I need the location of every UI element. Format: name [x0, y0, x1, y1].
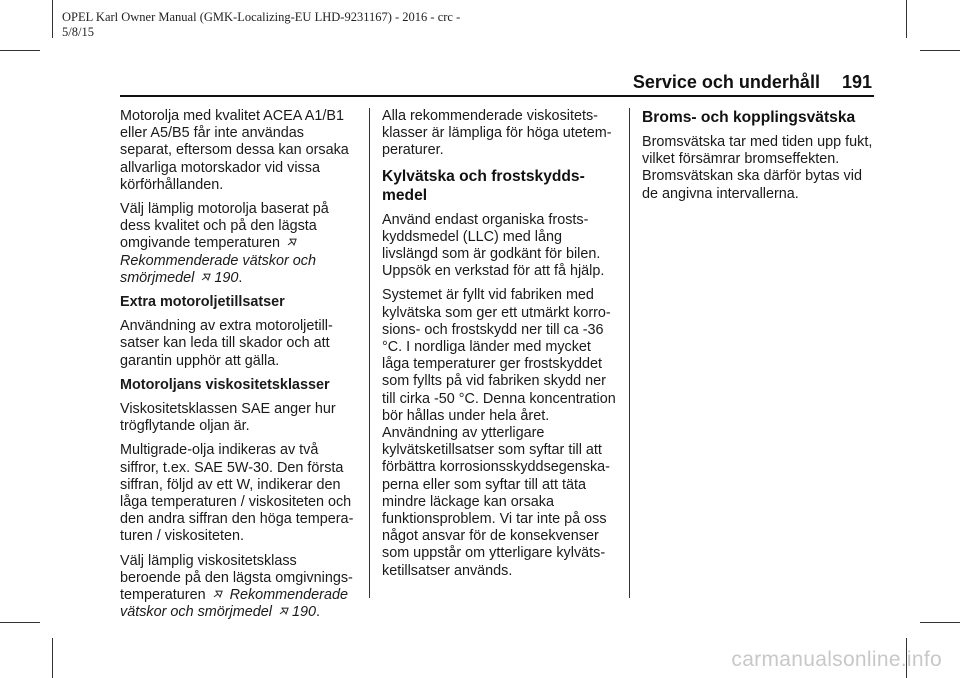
paragraph-text: Välj lämplig motorolja baserat på dess kvalitet och på den lägsta omgivande temperaturen	[120, 201, 329, 252]
document-header-line2: 5/8/15	[62, 25, 94, 39]
running-head	[633, 72, 872, 93]
section-heading: Kylvätska och frostskyddsmedel	[382, 167, 585, 204]
header-rule	[120, 95, 874, 97]
cross-reference-arrow-icon	[212, 588, 224, 600]
section-heading: Broms- och kopplingsvätska	[642, 109, 856, 126]
subheading: Motoroljans viskositetsklasser	[120, 376, 330, 393]
watermark: carmanualsonline.info	[731, 648, 942, 671]
cross-reference-arrow-icon	[286, 236, 298, 248]
column-1	[120, 108, 356, 628]
cross-reference-arrow-icon	[278, 605, 290, 617]
paragraph: Viskositetsklassen SAE anger hur trögflytande oljan är.	[120, 401, 336, 435]
paragraph: Använd endast organiska frostskyddsmedel (LLC) med lång livslängd som är godkänt för bilen. Uppsök en verkstad för att få hjälp.	[382, 211, 605, 280]
paragraph: Motorolja med kvalitet ACEA A1/B1 eller A5/B5 får inte användas separat, eftersom dessa kan orsaka allvarliga motorskador vid vissa körförhållanden.	[120, 108, 349, 193]
paragraph: Alla rekommenderade viskositetsklasser är lämpliga för höga utetemperaturer.	[382, 108, 612, 159]
paragraph: Användning av extra motoroljetillsatser kan leda till skador och att garantin upphör att gälla.	[120, 318, 333, 369]
paragraph: Bromsvätska tar med tiden upp fukt, vilket försämrar bromseffekten. Bromsvätskan ska därför bytas vid de angivna intervallerna.	[642, 134, 873, 202]
crop-mark	[0, 50, 40, 51]
paragraph: Välj lämplig motorolja baserat på dess kvalitet och på den lägsta omgivande temperaturen Rekommenderade vätskor och smörjmedel 190.	[120, 201, 329, 286]
paragraph: Systemet är fyllt vid fabriken med kylvätska som ger ett utmärkt korrosions- och frostskydd ner till ca -36 °C. I nordliga länder med mycket låga temperaturer ger frostskyddet som fyllts på vid fabriken skydd ner till cirka -50 °C. Denna koncentration bör hållas under hela året. Användning av ytterligare kylvätsketillsatser som syftar till att förbättra korrosionsskyddsegenskaperna eller som syftar till att täta mindre läckage kan orsaka funktionsproblem. Vi tar inte på oss något ansvar för de konsekvenser som uppstår om ytterligare kylvätsketillsatser används.	[382, 287, 616, 579]
crop-mark	[52, 638, 53, 678]
cross-reference-page[interactable]: 190	[291, 604, 316, 621]
crop-mark	[906, 0, 907, 38]
running-head-title: Service och underhåll	[632, 72, 820, 92]
column-3	[642, 108, 878, 210]
crop-mark	[920, 50, 960, 51]
crop-mark	[0, 622, 40, 623]
page-number: 191	[841, 72, 872, 92]
cross-reference-link[interactable]: Rekommenderade vätskor och smörjmedel	[120, 252, 316, 286]
cross-reference-link[interactable]: Rekommenderade vätskor och smörjmedel	[120, 587, 348, 621]
document-header-line1: OPEL Karl Owner Manual (GMK-Localizing-EU LHD-9231167) - 2016 - crc -	[62, 10, 461, 24]
cross-reference-page[interactable]: 190	[214, 269, 239, 286]
cross-reference-arrow-icon	[200, 271, 212, 283]
paragraph-text: Välj lämplig viskositetsklass beroende på den lägsta omgivningstemperaturen	[120, 552, 353, 604]
column-divider	[369, 108, 370, 598]
crop-mark	[52, 0, 53, 38]
document-header	[62, 10, 460, 40]
paragraph: Multigrade-olja indikeras av två siffror, t.ex. SAE 5W-30. Den första siffran, följd av ett W, indikerar den låga temperaturen / viskositeten och den andra siffran den höga temperaturen / viskositeten.	[120, 442, 354, 545]
column-2	[382, 108, 618, 587]
column-divider	[629, 108, 630, 598]
crop-mark	[920, 622, 960, 623]
subheading: Extra motoroljetillsatser	[120, 294, 285, 311]
paragraph: Välj lämplig viskositetsklass beroende på den lägsta omgivningstemperaturen Rekommenderade vätskor och smörjmedel 190.	[120, 552, 353, 621]
